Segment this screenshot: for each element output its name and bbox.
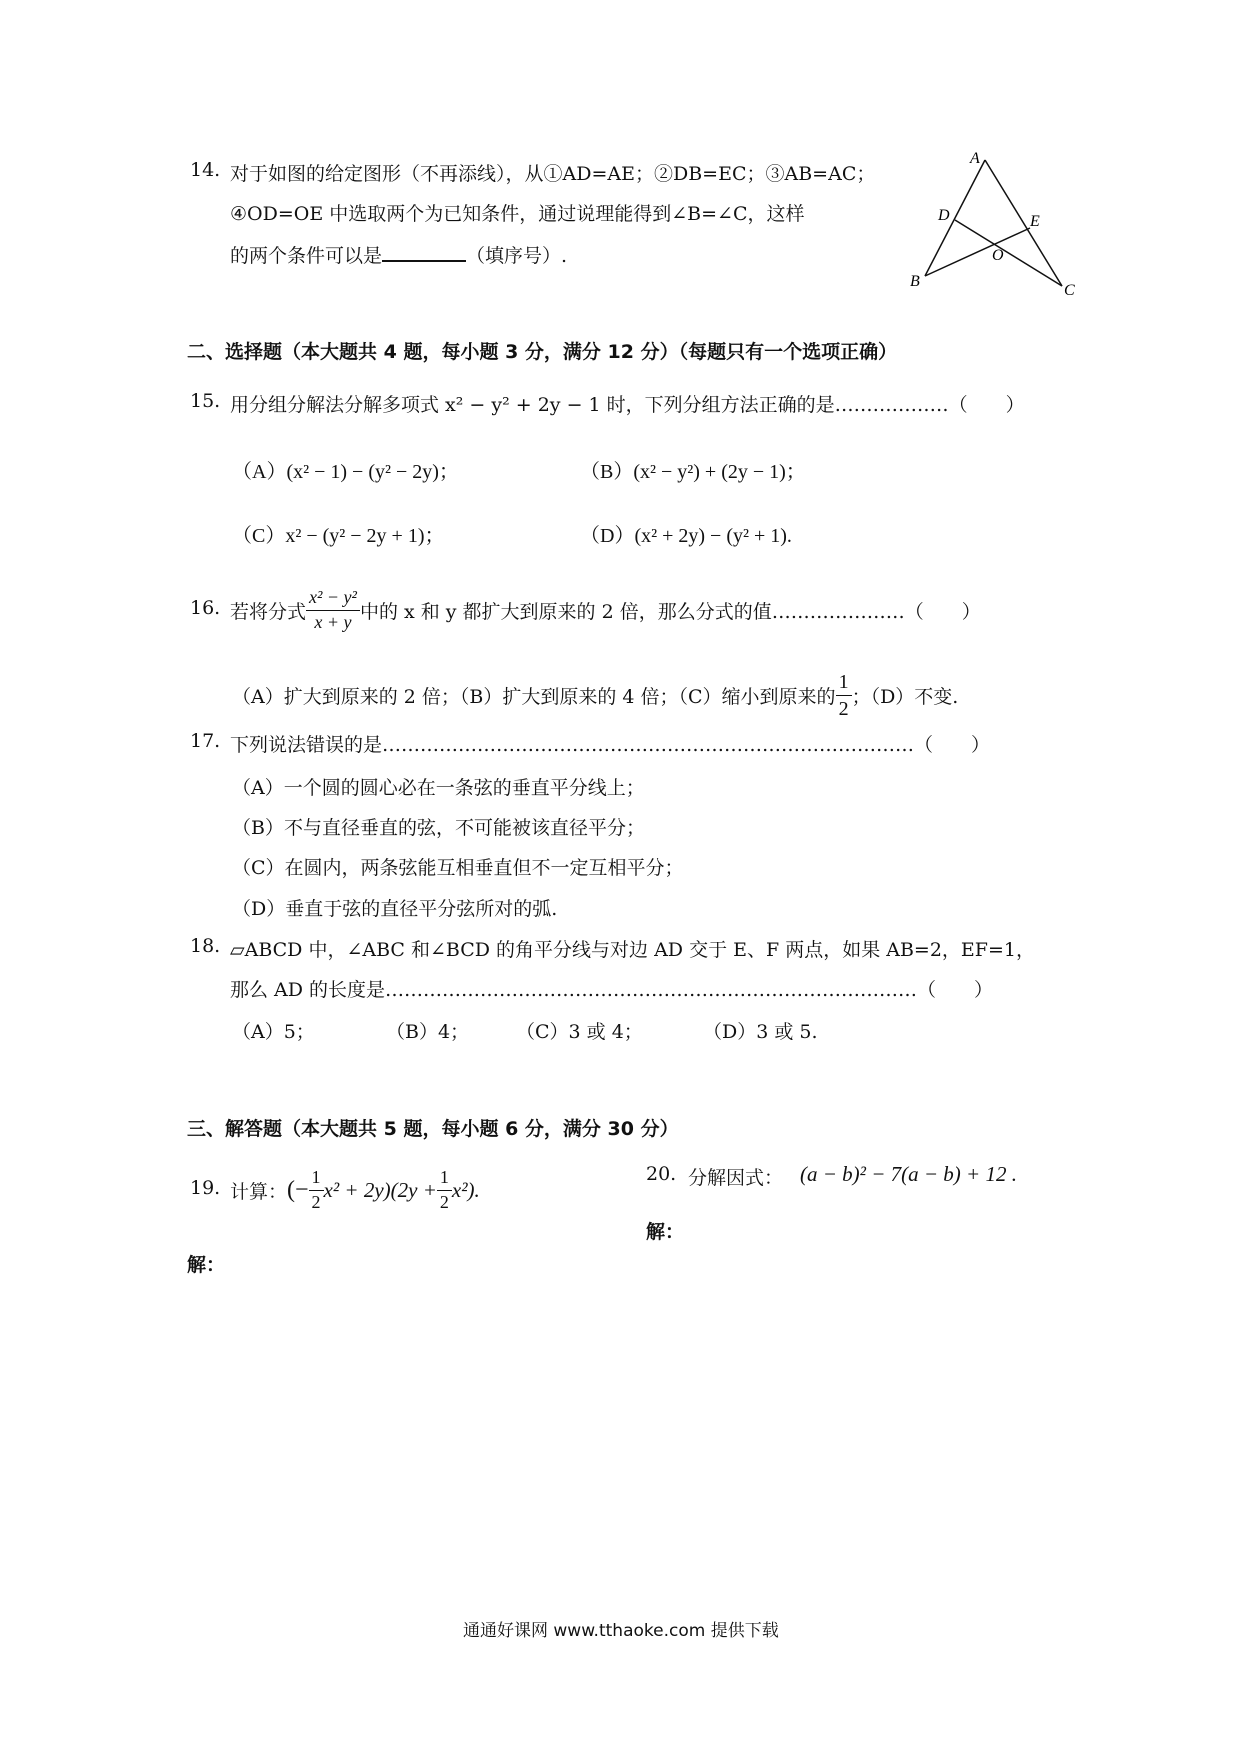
q16-fraction [306,588,360,633]
label-O: O [992,247,1004,264]
q20-answer-label: 解： [646,1221,685,1243]
q14-number: 14. [190,159,221,181]
q14-line3 [230,241,567,268]
label-D: D [938,207,950,224]
q16-stem-pre: 若将分式 [230,600,307,623]
q17-option-d: （D）垂直于弦的直径平分弦所对的弧. [232,898,558,920]
q17-option-c: （C）在圆内，两条弦能互相垂直但不一定互相平分； [232,857,684,879]
q16-fraction-denominator: x + y [314,611,352,632]
q19-expr-c: x²). [451,1177,480,1202]
triangle-figure [900,148,1080,298]
label-E: E [1030,213,1040,230]
q16-options [232,668,958,722]
q19-half-numerator-2: 1 [437,1168,452,1191]
q16-half-denominator: 2 [838,697,849,720]
q19-expr-a: (− [287,1176,309,1203]
q18-number: 18. [190,935,221,957]
q18-option-c: （C）3 或 4； [516,1021,643,1043]
q14-line1: 对于如图的给定图形（不再添线），从①AD=AE；②DB=EC；③AB=AC； [230,163,876,185]
q15-option-b: （B）(x² − y²) + (2y − 1)； [580,461,806,483]
q14-line3-pre: 的两个条件可以是 [230,245,383,267]
q16-half-numerator: 1 [836,671,852,696]
q16-fraction-numerator: x² − y² [306,588,360,611]
q19-half-fraction-1 [309,1168,324,1213]
section3-title: 三、解答题（本大题共 5 题，每小题 6 分，满分 30 分） [187,1118,679,1140]
answer-blank[interactable] [382,242,466,262]
q17-option-b: （B）不与直径垂直的弦，不可能被该直径平分； [232,817,645,839]
q16-half-fraction [836,671,852,720]
q20-number: 20. [646,1163,677,1185]
q17-stem: 下列说法错误的是…………………………………………………………………………（ ） [230,734,991,756]
label-B: B [910,273,920,290]
q16-number: 16. [190,597,221,619]
q15-option-d: （D）(x² + 2y) − (y² + 1). [580,525,792,547]
q18-option-b: （B）4； [386,1021,470,1043]
q16-stem [230,580,981,640]
q19-answer-label: 解： [187,1254,226,1276]
q19-half-numerator-1: 1 [309,1168,324,1191]
q14-line2: ④OD=OE 中选取两个为已知条件，通过说理能得到∠B=∠C，这样 [230,203,805,225]
q19-expression [230,1160,480,1220]
footer-source: 通通好课网 www.tthaoke.com 提供下载 [463,1621,779,1641]
label-A: A [970,150,980,167]
q19-label: 计算： [230,1180,288,1203]
q17-option-a: （A）一个圆的圆心必在一条弦的垂直平分线上； [232,777,645,799]
q19-half-fraction-2 [437,1168,452,1213]
label-C: C [1064,282,1075,298]
q20-expression: (a − b)² − 7(a − b) + 12 . [800,1162,1017,1186]
q18-option-d: （D）3 或 5. [703,1021,818,1043]
q19-half-denominator-1: 2 [311,1191,321,1212]
q18-line2: 那么 AD 的长度是…………………………………………………………………………（ ） [230,979,994,1001]
section2-title: 二、选择题（本大题共 4 题，每小题 3 分，满分 12 分）（每题只有一个选项正确） [187,341,898,363]
q16-options-post: ；（D）不变. [851,685,959,708]
q19-expr-b: x² + 2y)(2y + [323,1177,437,1202]
q14-line3-post: （填序号）. [466,245,568,267]
q18-option-a: （A）5； [232,1021,315,1043]
q20-label: 分解因式： [688,1167,784,1189]
q16-stem-post: 中的 x 和 y 都扩大到原来的 2 倍，那么分式的值…………………（ ） [359,600,981,623]
q15-option-a: （A）(x² − 1) − (y² − 2y)； [232,461,459,483]
q15-number: 15. [190,390,221,412]
q18-line1: ▱ABCD 中，∠ABC 和∠BCD 的角平分线与对边 AD 交于 E、F 两点，如果 AB=2，EF=1， [230,939,1035,961]
q15-stem: 用分组分解法分解多项式 x² − y² + 2y − 1 时，下列分组方法正确的是………………（ ） [230,394,1025,416]
q19-half-denominator-2: 2 [439,1191,449,1212]
q17-number: 17. [190,730,221,752]
q19-number: 19. [190,1177,221,1199]
q16-options-pre: （A）扩大到原来的 2 倍；（B）扩大到原来的 4 倍；（C）缩小到原来的 [232,685,836,708]
q15-option-c: （C）x² − (y² − 2y + 1)； [232,525,445,547]
